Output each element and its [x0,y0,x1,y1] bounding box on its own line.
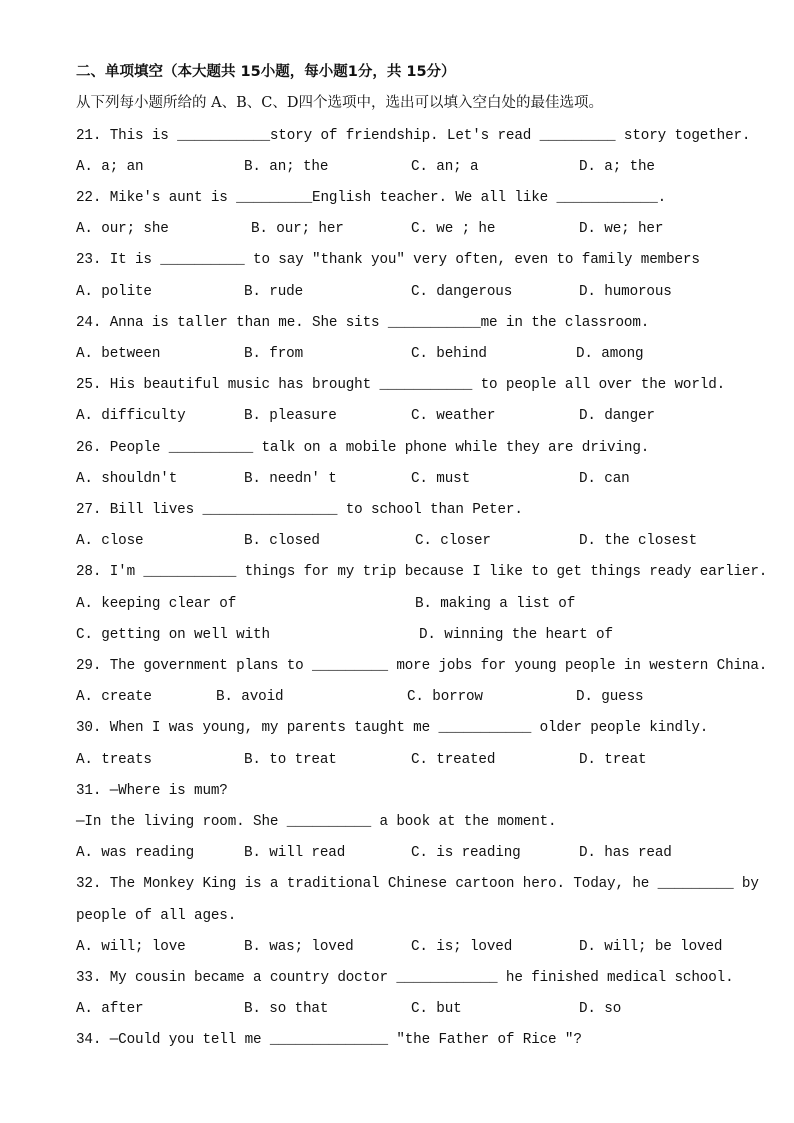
option-32-a: A. will; love [76,939,186,955]
option-29-c: C. borrow [407,689,483,705]
option-22-d: D. we; her [579,221,664,237]
option-22-b: B. our; her [251,221,344,237]
section-instructions: 从下列每小题所给的 A、B、C、D四个选项中，选出可以填入空白处的最佳选项。 [76,95,603,111]
option-33-a: A. after [76,1001,144,1017]
option-30-d: D. treat [579,752,647,768]
question-33-stem: 33. My cousin became a country doctor ____________ he finished medical school. [76,970,734,986]
option-31-d: D. has read [579,845,672,861]
option-27-d: D. the closest [579,533,698,549]
option-31-a: A. was reading [76,845,195,861]
option-21-d: D. a; the [579,159,655,175]
option-30-c: C. treated [411,752,496,768]
option-30-a: A. treats [76,752,152,768]
option-25-c: C. weather [411,408,496,424]
option-24-b: B. from [244,346,304,362]
option-31-c: C. is reading [411,845,521,861]
option-26-a: A. shouldn't [76,471,178,487]
option-21-a: A. a; an [76,159,144,175]
question-31-stem-reply: —In the living room. She __________ a book at the moment. [76,814,557,830]
option-28-c: C. getting on well with [76,627,270,643]
question-31-stem: 31. —Where is mum? [76,783,228,799]
option-27-b: B. closed [244,533,320,549]
option-22-c: C. we ; he [411,221,496,237]
option-27-a: A. close [76,533,144,549]
option-23-b: B. rude [244,284,304,300]
option-24-a: A. between [76,346,161,362]
option-22-a: A. our; she [76,221,169,237]
option-25-a: A. difficulty [76,408,186,424]
question-25-stem: 25. His beautiful music has brought ___________ to people all over the world. [76,377,726,393]
option-26-b: B. needn' t [244,471,337,487]
question-28-stem: 28. I'm ___________ things for my trip because I like to get things ready earlier. [76,564,768,580]
option-23-c: C. dangerous [411,284,513,300]
option-33-c: C. but [411,1001,462,1017]
option-23-d: D. humorous [579,284,672,300]
option-25-d: D. danger [579,408,655,424]
question-32-stem-cont: people of all ages. [76,908,237,924]
option-33-b: B. so that [244,1001,329,1017]
option-26-c: C. must [411,471,471,487]
option-25-b: B. pleasure [244,408,337,424]
option-29-a: A. create [76,689,152,705]
option-27-c: C. closer [415,533,491,549]
question-23-stem: 23. It is __________ to say "thank you" very often, even to family members [76,252,700,268]
option-21-c: C. an; a [411,159,479,175]
option-32-d: D. will; be loved [579,939,723,955]
option-28-a: A. keeping clear of [76,596,237,612]
option-23-a: A. polite [76,284,152,300]
option-28-b: B. making a list of [415,596,576,612]
question-26-stem: 26. People __________ talk on a mobile phone while they are driving. [76,440,650,456]
question-30-stem: 30. When I was young, my parents taught me ___________ older people kindly. [76,720,709,736]
option-31-b: B. will read [244,845,346,861]
question-22-stem: 22. Mike's aunt is _________English teacher. We all like ____________. [76,190,667,206]
option-32-c: C. is; loved [411,939,513,955]
question-27-stem: 27. Bill lives ________________ to school than Peter. [76,502,523,518]
option-29-b: B. avoid [216,689,284,705]
option-29-d: D. guess [576,689,644,705]
option-21-b: B. an; the [244,159,329,175]
option-33-d: D. so [579,1001,622,1017]
question-32-stem: 32. The Monkey King is a traditional Chinese cartoon hero. Today, he _________ by [76,876,759,892]
question-24-stem: 24. Anna is taller than me. She sits ___________me in the classroom. [76,315,650,331]
question-21-stem: 21. This is ___________story of friendship. Let's read _________ story together. [76,128,751,144]
option-24-c: C. behind [411,346,487,362]
question-34-stem: 34. —Could you tell me ______________ "the Father of Rice "? [76,1032,582,1048]
option-30-b: B. to treat [244,752,337,768]
option-24-d: D. among [576,346,644,362]
section-heading: 二、单项填空（本大题共 15小题，每小题1分，共 15分） [76,64,456,80]
option-32-b: B. was; loved [244,939,354,955]
option-26-d: D. can [579,471,630,487]
question-29-stem: 29. The government plans to _________ more jobs for young people in western China. [76,658,768,674]
option-28-d: D. winning the heart of [419,627,613,643]
